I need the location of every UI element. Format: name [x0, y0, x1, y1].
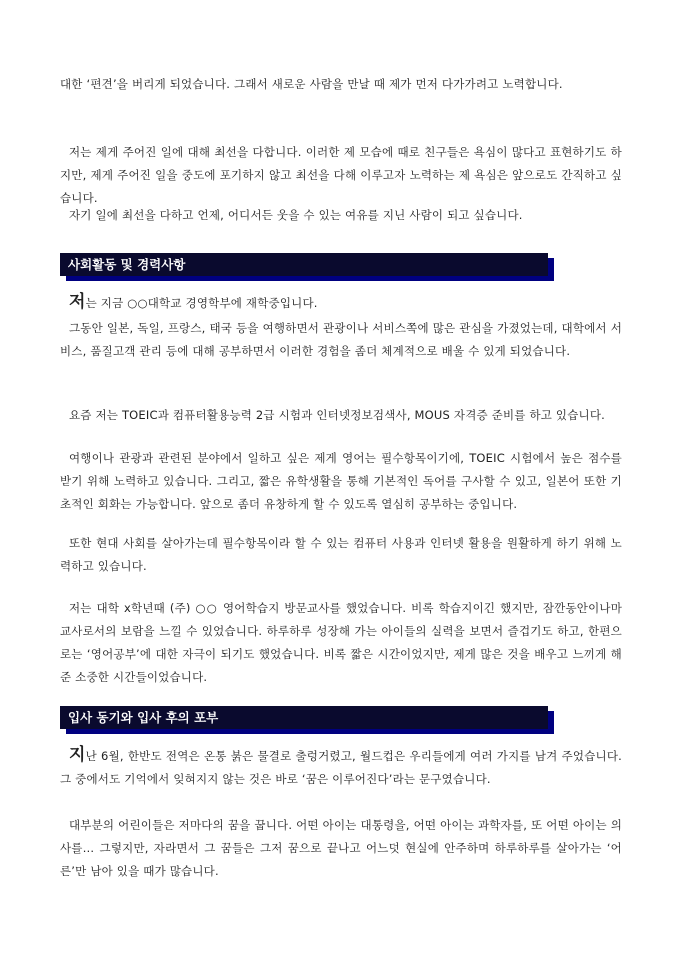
- paragraph-effort: 저는 제게 주어진 일에 대해 최선을 다합니다. 이러한 제 모습에 때로 친구들은 욕심이 많다고 표현하기도 하지만, 제게 주어진 일을 중도에 포기하지 않고 최선을 다해 이루고자 노력하는 제 욕심은 앞으로도 간직하고 싶습니다.: [60, 145, 622, 205]
- paragraph-tutor: 저는 대학 x학년때 (주) ○○ 영어학습지 방문교사를 했었습니다. 비록 학습지이긴 했지만, 잠깐동안이나마 교사로서의 보람을 느낄 수 있었습니다. 하루하루 성장해 가는 아이들의 실력을 보면서 즐겁기도 하고, 한편으로는 ‘영어공부’에 대한 자극이 되기도 했었습니다. 비록 짧은 시간이었지만, 제게 많은 것을 배우고 느끼게 해준 소중한 시간들이었습니다.: [60, 601, 622, 684]
- section-title-activities: 사회활동 및 경력사항: [60, 253, 548, 276]
- paragraph-travel: 그동안 일본, 독일, 프랑스, 태국 등을 여행하면서 관광이나 서비스쪽에 많은 관심을 가졌었는데, 대학에서 서비스, 품질고객 관리 등에 대해 공부하면서 이러한 경험을 좀더 체계적으로 배울 수 있게 되었습니다.: [60, 321, 622, 358]
- paragraph-current-study: [60, 291, 622, 315]
- paragraph-certificates: 요즘 저는 TOEIC과 컴퓨터활용능력 2급 시험과 인터넷정보검색사, MOUS 자격증 준비를 하고 있습니다.: [69, 408, 606, 422]
- paragraph-intro-continued: 대한 ‘편견’을 버리게 되었습니다. 그래서 새로운 사람을 만날 때 제가 먼저 다가가려고 노력합니다.: [60, 77, 563, 91]
- dropcap: 저: [69, 292, 86, 312]
- paragraph-languages: 여행이나 관광과 관련된 분야에서 일하고 싶은 제게 영어는 필수항목이기에, TOEIC 시험에서 높은 점수를 받기 위해 노력하고 있습니다. 그리고, 짧은 유학생활을 통해 기본적인 독어를 구사할 수 있고, 일본어 또한 기초적인 회화는 가능합니다. 앞으로 좀더 유창하게 할 수 있도록 열심히 공부하는 중입니다.: [60, 451, 622, 511]
- paragraph-text: 난 6월, 한반도 전역은 온통 붉은 물결로 출렁거렸고, 월드컵은 우리들에게 여러 가지를 남겨 주었습니다. 그 중에서도 기억에서 잊혀지지 않는 것은 바로 ‘꿈은 이루어진다’라는 문구였습니다.: [60, 749, 622, 786]
- dropcap: 지: [69, 745, 86, 765]
- section-header-motivation: [60, 706, 548, 729]
- paragraph-text: 는 지금 ○○대학교 경영학부에 재학중입니다.: [85, 296, 318, 310]
- section-header-activities: [60, 253, 548, 276]
- paragraph-dreams: 대부분의 어린이들은 저마다의 꿈을 꿉니다. 어떤 아이는 대통령을, 어떤 아이는 과학자를, 또 어떤 아이는 의사를… 그렇지만, 자라면서 그 꿈들은 그저 꿈으로 끝나고 어느덧 현실에 안주하며 하루하루를 살아가는 ‘어른’만 남아 있을 때가 많습니다.: [60, 818, 622, 878]
- paragraph-goal: 자기 일에 최선을 다하고 언제, 어디서든 웃을 수 있는 여유를 지닌 사람이 되고 싶습니다.: [69, 208, 523, 222]
- paragraph-worldcup: [60, 744, 622, 791]
- section-title-motivation: 입사 동기와 입사 후의 포부: [60, 706, 548, 729]
- paragraph-computer: 또한 현대 사회를 살아가는데 필수항목이라 할 수 있는 컴퓨터 사용과 인터넷 활용을 원활하게 하기 위해 노력하고 있습니다.: [60, 536, 622, 573]
